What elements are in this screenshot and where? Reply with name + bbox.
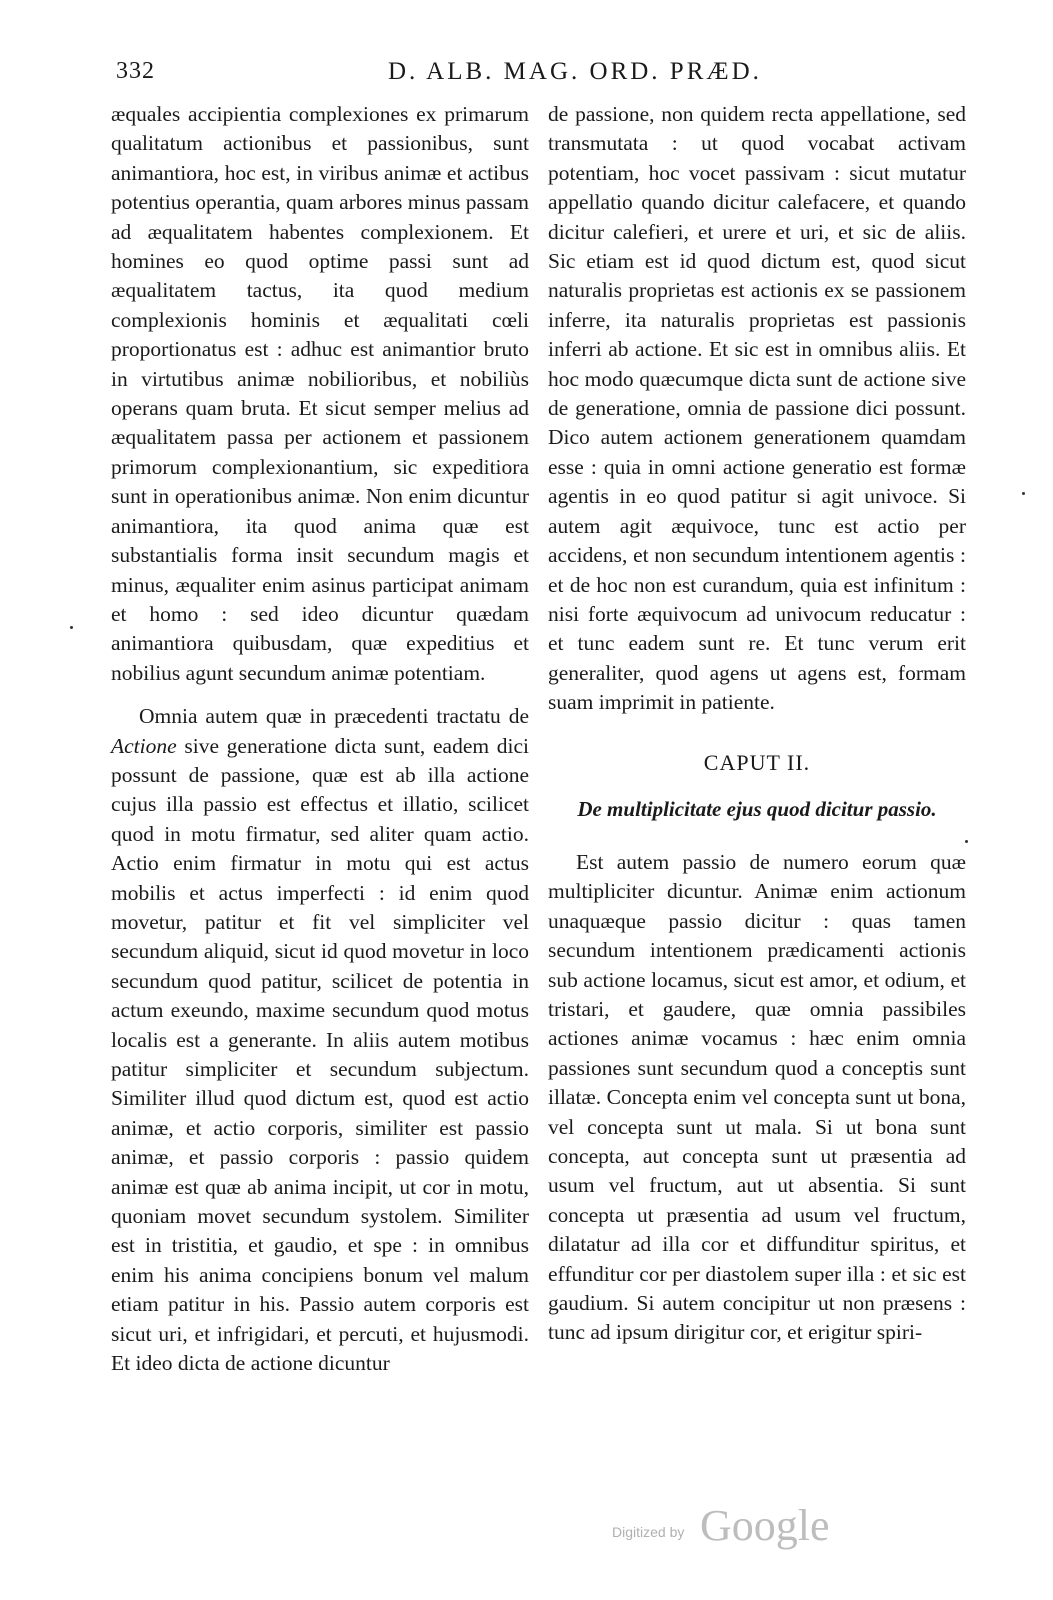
margin-dot [965, 840, 968, 843]
page-number: 332 [116, 58, 155, 84]
right-column [548, 100, 966, 1348]
digitized-watermark [612, 1500, 872, 1560]
margin-dot [70, 626, 73, 629]
page-header [108, 58, 948, 98]
digitized-by-text: Digitized by [612, 1524, 685, 1540]
chapter-subtitle: De multiplicitate ejus quod dicitur passio. [577, 796, 937, 821]
google-wordmark: Google [700, 1501, 830, 1550]
left-paragraph-1: æquales accipientia complexiones ex primarum qualitatum actionibus et passionibus, sunt animantiora, hoc est, in viribus animæ et actibus potentius operantia, quam arbores minus passam ad æqualitatem habentes complexionem. Et homines eo quod optime passi sunt ad æqualitatem tactus, ita quod medium complexionis hominis et æqualitati cœli proportionatus est : adhuc est animantior bruto in virtutibus animæ nobilioribus, et nobiliùs operans quam bruta. Et sicut semper melius ad æqualitatem passa per actionem et passionem primorum complexionantium, sic expeditiora sunt in operationibus animæ. Non enim dicuntur animantiora, ita quod anima quæ est substantialis forma insit secundum magis et minus, æqualiter enim asinus participat animam et homo : sed ideo dicuntur quædam animantiora quibusdam, quæ expeditius et nobilius agunt secundum animæ potentiam. [111, 102, 529, 685]
right-paragraph-2: Est autem passio de numero eorum quæ multipliciter dicuntur. Animæ enim actionum unaquæque passio dicitur : quas tamen secundum intentionem prædicamenti actionis sub actione locamus, sicut est amor, et odium, et tristari, et gaudere, quæ omnia passibiles actiones animæ vocamus : hæc enim omnia passiones sunt secundum quod a conceptis sunt illatæ. Concepta enim vel concepta sunt ut bona, vel concepta sunt ut mala. Si ut bona sunt concepta, aut concepta sunt ut præsentia ad usum vel fructum, aut ut absentia. Si sunt concepta ut præsentia ad usum vel fructum, dilatatur ad illa cor et diffunditur spiritus, et effunditur cor per diastolem super illa : et sic est gaudium. Si autem concipitur ut non præsens : tunc ad ipsum dirigitur cor, et erigitur spiri- [548, 849, 966, 1345]
running-head: D. ALB. MAG. ORD. PRÆD. [388, 58, 762, 85]
left-paragraph-2-rest: sive generatione dicta sunt, eadem dici possunt de passione, quæ est ab illa actione cujus illa passio est effectus et illatio, scilicet quod in motu firmatur, sed aliter quam actio. Actio enim firmatur in motu qui est actus mobilis et actus imperfecti : id enim quod movetur, patitur et fit vel simpliciter vel secundum aliquid, sicut id quod movetur in loco secundum quod patitur, scilicet de potentia in actum exeundo, maxime secundum quod motus localis est a generante. In aliis autem motibus patitur simpliciter et secundum subjectum. Similiter illud quod dictum est, quod est actio animæ, et actio corporis, similiter est passio animæ, et passio corporis : passio quidem animæ est quæ ab anima incipit, ut cor in motu, quoniam movet secundum systolem. Similiter est in tristitia, et gaudio, et spe : in omnibus enim his anima concipiens bonum vel malum etiam patitur in his. Passio autem corporis est sicut uri, et infrigidari, et percuti, et hujusmodi. Et ideo dicta de actione dicuntur [111, 733, 529, 1376]
chapter-heading: CAPUT II. [703, 749, 811, 775]
left-paragraph-2 [111, 702, 529, 1378]
left-column [111, 100, 529, 1378]
right-paragraph-1: de passione, non quidem recta appellatione, sed transmutata : ut quod vocabat activam potentiam, hoc vocet passivam : sicut mutatur appellatio quando dicitur calefacere, et quando dicitur calefieri, et urere et uri, et sic de aliis. Sic etiam est id quod dictum est, quod sicut naturalis proprietas est actionis ex se passionem inferre, ita naturalis proprietas est passionis inferri ab actione. Et sic est in omnibus aliis. Et hoc modo quæcumque dicta sunt de actione sive de generatione, omnia de passione dici possunt. Dico autem actionem generationem quamdam esse : quia in omni actione generatio est formæ agentis in eo quod patitur si agit univoce. Si autem agit æquivoce, tunc est actio per accidens, et non secundum intentionem agentis : et de hoc non est curandum, quia est infinitum : nisi forte æquivocum ad univocum reducatur : et tunc eadem sunt re. Et tunc verum erit generaliter, quod agens ut agens est, formam suam imprimit in patiente. [548, 102, 966, 715]
left-paragraph-2-start: Omnia autem quæ in præcedenti tractatu de [139, 704, 529, 729]
margin-dot [1022, 492, 1025, 495]
actione-italic: Actione [111, 733, 177, 758]
